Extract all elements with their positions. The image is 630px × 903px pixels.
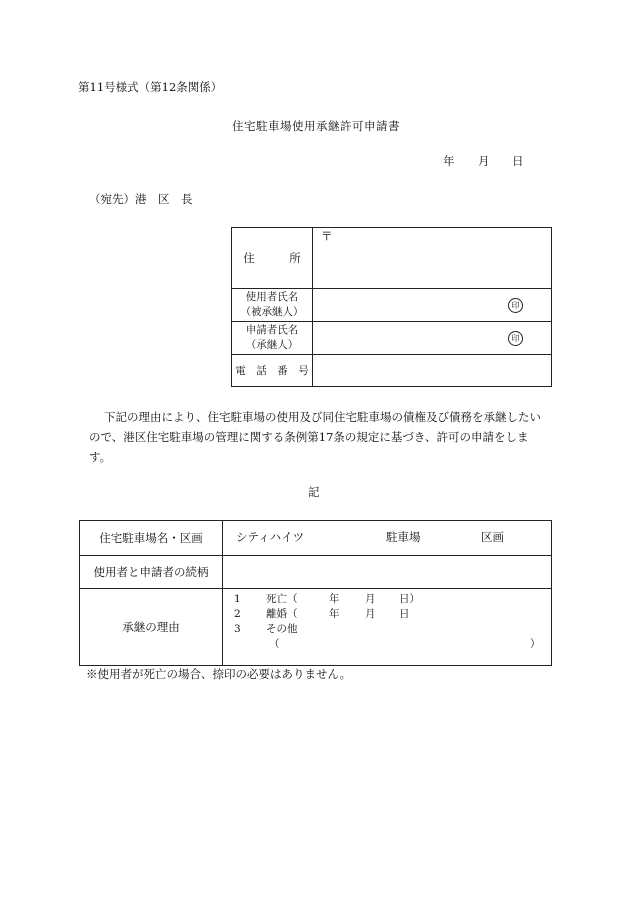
parking-city: シティハイツ [236,530,305,544]
relation-field[interactable] [223,556,552,589]
user-name-sublabel: （被承継人） [240,306,304,318]
paragraph-line-2: ので、港区住宅駐車場の管理に関する条例第17条の規定に基づき、許可の申請をしま [89,430,529,444]
date-day: 日 [512,154,524,168]
postal-mark: 〒 [321,229,333,243]
parking-name-field[interactable] [223,521,552,556]
applicant-name-label-cell [232,322,313,355]
applicant-table [231,227,552,387]
reason-day: 日） [399,593,420,605]
reason-text: 死亡（ [266,593,298,605]
reason-item-death[interactable] [234,594,484,608]
reason-label-cell [80,589,223,666]
user-name-field[interactable] [313,289,552,322]
reason-day: 日 [399,608,410,620]
reason-number: 3 [234,623,241,635]
address-label: 住 所 [243,250,301,265]
addressee: （宛先）港 区 長 [89,192,193,206]
reason-month: 月 [365,608,376,620]
parking-name-label: 住宅駐車場名・区画 [99,530,203,545]
reason-year: 年 [329,593,340,605]
address-label-cell [232,228,313,289]
relation-label-cell [80,556,223,589]
reason-number: 2 [234,608,241,620]
phone-field[interactable] [313,355,552,387]
phone-label-cell [232,355,313,387]
footer-note: ※使用者が死亡の場合、捺印の必要はありません。 [86,667,352,681]
parking-lot: 駐車場 [386,530,421,544]
date-month: 月 [478,154,490,168]
reason-label: 承継の理由 [122,619,180,634]
reason-item-divorce[interactable] [234,609,484,623]
reason-number: 1 [234,593,241,605]
applicant-name-label: 申請者氏名 [245,324,299,336]
other-open-paren: （ [269,638,280,650]
user-name-label-cell [232,289,313,322]
ki-heading: 記 [308,485,320,499]
details-table [79,520,552,666]
address-field[interactable] [313,228,552,289]
reason-text: その他 [266,623,298,635]
date-year: 年 [443,154,455,168]
reason-year: 年 [329,608,340,620]
seal-icon: 印 [508,298,523,313]
reason-item-other[interactable] [234,624,484,638]
reason-month: 月 [365,593,376,605]
user-name-label: 使用者氏名 [245,291,299,303]
form-number: 第11号様式（第12条関係） [78,80,223,94]
reason-field[interactable] [223,589,552,666]
other-close-paren: ） [530,638,541,650]
page-title: 住宅駐車場使用承継許可申請書 [232,119,400,133]
paragraph-line-1: 下記の理由により、住宅駐車場の使用及び同住宅駐車場の債権及び債務を承継したい [104,410,541,424]
parking-section: 区画 [481,530,504,544]
phone-label: 電 話 番 号 [235,365,309,377]
relation-label: 使用者と申請者の続柄 [93,564,209,579]
applicant-name-sublabel: （承継人） [245,339,299,351]
applicant-name-field[interactable] [313,322,552,355]
seal-icon: 印 [508,331,523,346]
paragraph-line-3: す。 [89,450,112,464]
reason-text: 離婚（ [266,608,298,620]
parking-name-label-cell [80,521,223,556]
